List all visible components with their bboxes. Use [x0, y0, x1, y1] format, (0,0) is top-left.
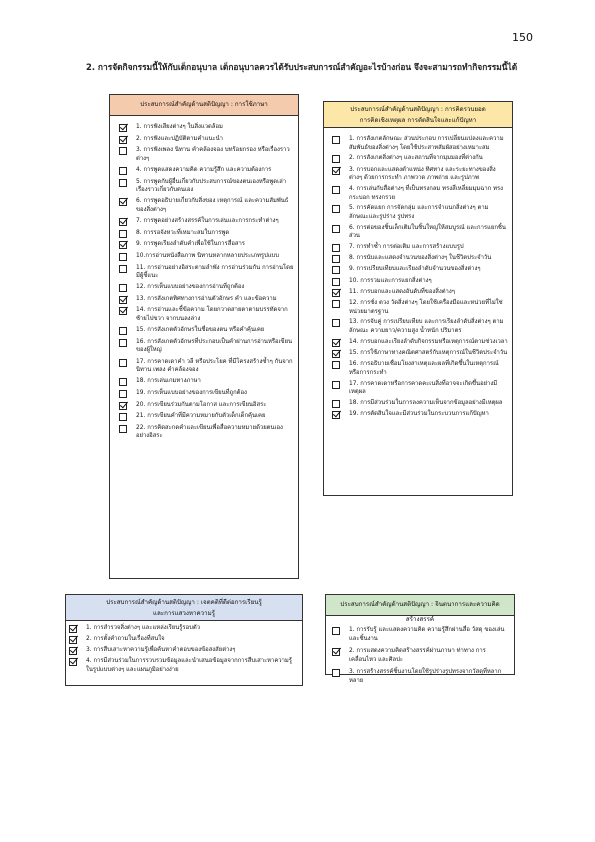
creative-box-title: ประสบการณ์สำคัญด้านสติปัญญา : จินตนาการและความคิดสร้างสรรค์ [326, 595, 514, 616]
checkbox-checked-icon[interactable] [332, 648, 340, 656]
checklist-item [332, 204, 508, 221]
checklist-item-text: 4. การมีส่วนร่วมในการรวบรวมข้อมูลและนำเสนอข้อมูลจากการสืบเสาะหาความรู้ในรูปแบบต่างๆ และแผนภูมิอย่างง่าย [86, 658, 292, 673]
checklist-item [119, 412, 294, 421]
checkbox-empty-icon[interactable] [332, 255, 340, 263]
checklist-item [119, 123, 294, 132]
checklist-item-text: 20. การเขียนร่วมกันตามโอกาส และการเขียนอิสระ [136, 401, 267, 408]
page-number: 150 [512, 31, 533, 44]
checklist-item-text: 13. การจับคู่ การเปรียบเทียบ และการเรียงลำดับสิ่งต่างๆ ตามลักษณะ ความยาว/ความสูง น้ำหนัก ปริมาตร [349, 319, 504, 334]
language-experience-box [109, 94, 299, 579]
checklist-item-text: 8. การรอจังหวะที่เหมาะสมในการพูด [136, 229, 230, 236]
checklist-item-text: 16. การสังเกตตัวอักษรที่ประกอบเป็นคำผ่านการอ่านหรือเขียนของผู้ใหญ่ [136, 338, 293, 354]
checkbox-checked-icon[interactable] [119, 296, 127, 304]
checklist-item-text: 18. การมีส่วนร่วมในการลงความเห็นจากข้อมูลอย่างมีเหตุผล [349, 399, 503, 406]
checklist-item [119, 306, 294, 323]
checklist-item [332, 410, 508, 419]
checklist-item [332, 166, 508, 183]
checklist-item-text: 12. การชั่ง ตวง วัดสิ่งต่างๆ โดยใช้เครื่องมือและหน่วยที่ไม่ใช่หน่วยมาตรฐาน [349, 300, 503, 315]
checklist-item [119, 135, 294, 144]
checkbox-checked-icon[interactable] [332, 167, 340, 175]
checkbox-checked-icon[interactable] [332, 289, 340, 297]
checkbox-checked-icon[interactable] [69, 625, 77, 633]
checklist-item [119, 229, 294, 238]
checkbox-empty-icon[interactable] [119, 425, 127, 433]
checkbox-empty-icon[interactable] [119, 265, 127, 273]
checklist-item-text: 19. การตัดสินใจและมีส่วนร่วมในกระบวนการแก้ปัญหา [349, 411, 489, 418]
attitude-checklist [66, 621, 302, 674]
checkbox-empty-icon[interactable] [332, 400, 340, 408]
thinking-experience-box [323, 101, 513, 496]
checklist-item-text: 14. การอ่านและชี้ข้อความ โดยกวาดสายตาตามบรรทัดจากซ้ายไปขวา จากบนลงล่าง [136, 307, 288, 323]
checklist-item [119, 252, 294, 261]
checklist-item-text: 6. การพูดอธิบายเกี่ยวกับสิ่งของ เหตุการณ์ และความสัมพันธ์ของสิ่งต่างๆ [136, 198, 289, 213]
checkbox-empty-icon[interactable] [332, 381, 340, 389]
checklist-item-text: 1. การฟังเสียงต่างๆ ในสิ่งแวดล้อม [136, 124, 223, 130]
checklist-item-text: 5. การคัดแยก การจัดกลุ่ม และการจำแนกสิ่งต่างๆ ตามลักษณะและรูปร่าง รูปทรง [349, 205, 489, 220]
checkbox-empty-icon[interactable] [332, 266, 340, 274]
checklist-item [119, 178, 294, 195]
checkbox-empty-icon[interactable] [332, 225, 340, 233]
language-box-title: ประสบการณ์สำคัญด้านสติปัญญา : การใช้ภาษา [110, 95, 298, 116]
checklist-item [332, 668, 510, 685]
checklist-item [119, 377, 294, 386]
checkbox-empty-icon[interactable] [119, 359, 127, 367]
checklist-item-text: 1. การสังเกตลักษณะ ส่วนประกอบ การเปลี่ยนแปลงและความสัมพันธ์ของสิ่งต่างๆ โดยใช้ประสาทสัมผัสอย่างเหมาะสม [349, 136, 504, 151]
checklist-item-text: 13. การสังเกตทิศทางการอ่านตัวอักษร คำ และข้อความ [136, 295, 277, 302]
checklist-item [119, 217, 294, 226]
checkbox-empty-icon[interactable] [332, 244, 340, 252]
thinking-box-title-line1: ประสบการณ์สำคัญด้านสติปัญญา : การคิดรวบยอด [350, 106, 486, 113]
checklist-item [69, 635, 298, 644]
checklist-item [119, 424, 294, 441]
checklist-item [119, 283, 294, 292]
checklist-item-text: 2. การสังเกตสิ่งต่างๆ และสถานที่จากมุมมองที่ต่างกัน [349, 155, 483, 162]
checklist-item [332, 647, 510, 664]
checklist-item [119, 146, 294, 163]
attitude-box-title-line2: และการแสวงหาความรู้ [153, 610, 215, 617]
checklist-item [332, 360, 508, 377]
checklist-item-text: 19. การเห็นแบบอย่างของการเขียนที่ถูกต้อง [136, 390, 247, 396]
checkbox-empty-icon[interactable] [332, 155, 340, 163]
checkbox-empty-icon[interactable] [332, 300, 340, 308]
thinking-checklist [324, 128, 512, 419]
checklist-item-text: 3. การฟังเพลง นิทาน คำคล้องจอง บทร้อยกรอง หรือเรื่องราวต่างๆ [136, 147, 290, 162]
checklist-item-text: 7. การพูดอย่างสร้างสรรค์ในการเล่นและการกระทำต่างๆ [136, 218, 279, 225]
checklist-item [119, 358, 294, 375]
checklist-item [119, 401, 294, 410]
checklist-item [332, 243, 508, 252]
checkbox-empty-icon[interactable] [332, 361, 340, 369]
checklist-item [332, 154, 508, 163]
checklist-item-text: 3. การสร้างสรรค์ชิ้นงานโดยใช้รูปร่างรูปทรงจากวัสดุที่หลากหลาย [349, 669, 502, 684]
checkbox-checked-icon[interactable] [119, 402, 127, 410]
checklist-item [332, 349, 508, 358]
checkbox-empty-icon[interactable] [332, 205, 340, 213]
checkbox-empty-icon[interactable] [332, 319, 340, 327]
checklist-item [332, 288, 508, 297]
creative-experience-box [325, 594, 515, 684]
checkbox-empty-icon[interactable] [119, 390, 127, 398]
checkbox-checked-icon[interactable] [119, 136, 127, 144]
checklist-item-text: 2. การแสดงความคิดสร้างสรรค์ผ่านภาษา ท่าทาง การเคลื่อนไหว และศิลปะ [349, 648, 486, 663]
checklist-item-text: 16. การอธิบายเชื่อมโยงสาเหตุและผลที่เกิดขึ้นในเหตุการณ์หรือการกระทำ [349, 361, 499, 376]
checklist-item-text: 17. การคาดเดาคำ วลี หรือประโยค ที่มีโครงสร้างซ้ำๆ กันจากนิทาน เพลง คำคล้องจอง [136, 358, 293, 374]
checklist-item-text: 2. การฟังและปฏิบัติตามคำแนะนำ [136, 135, 223, 142]
checkbox-checked-icon[interactable] [69, 658, 77, 666]
checklist-item [69, 657, 298, 674]
checklist-item [332, 277, 508, 286]
checkbox-empty-icon[interactable] [332, 627, 340, 635]
thinking-box-title [324, 102, 512, 128]
checklist-item [119, 295, 294, 304]
checklist-item-text: 9. การเปรียบเทียบและเรียงลำดับจำนวนของสิ่งต่างๆ [349, 266, 481, 273]
checklist-item [119, 326, 294, 335]
checklist-item-text: 21. การเขียนคำที่มีความหมายกับตัวเด็กเด็กคุ้นเคย [136, 413, 266, 420]
checklist-item-text: 10. การรวมและการแยกสิ่งต่างๆ [349, 277, 432, 284]
checklist-item-text: 14. การบอกและเรียงลำดับกิจกรรมหรือเหตุการณ์ตามช่วงเวลา [349, 338, 508, 345]
checklist-item-text: 17. การคาดเดาหรือการคาดคะเนสิ่งที่อาจจะเกิดขึ้นอย่างมีเหตุผล [349, 380, 498, 396]
attitude-box-title [66, 595, 302, 621]
checklist-item-text: 22. การคิดสะกดคำและเขียนเพื่อสื่อความหมายด้วยตนเองอย่างอิสระ [136, 424, 283, 440]
checkbox-checked-icon[interactable] [69, 647, 77, 655]
checkbox-checked-icon[interactable] [332, 411, 340, 419]
checklist-item [119, 338, 294, 355]
checkbox-empty-icon[interactable] [119, 284, 127, 292]
attitude-box-title-line1: ประสบการณ์สำคัญด้านสติปัญญา : เจตคติที่ดีต่อการเรียนรู้ [106, 599, 262, 606]
checklist-item-text: 15. การสังเกตตัวอักษรในชื่อของตน หรือคำคุ้นเคย [136, 327, 265, 334]
checkbox-empty-icon[interactable] [119, 147, 127, 155]
checkbox-empty-icon[interactable] [119, 378, 127, 386]
checkbox-checked-icon[interactable] [119, 198, 127, 206]
checklist-item-text: 4. การพูดแสดงความคิด ความรู้สึก และความต้องการ [136, 166, 272, 173]
checkbox-empty-icon[interactable] [119, 179, 127, 187]
checklist-item-text: 15. การใช้ภาษาทางคณิตศาสตร์กับเหตุการณ์ในชีวิตประจำวัน [349, 349, 508, 356]
checkbox-checked-icon[interactable] [119, 218, 127, 226]
checklist-item-text: 12. การเห็นแบบอย่างของการอ่านที่ถูกต้อง [136, 284, 245, 291]
checklist-item-text: 3. การบอกและแสดงตำแหน่ง ทิศทาง และระยะทางของสิ่งต่างๆ ด้วยการกระทำ ภาพวาด ภาพถ่าย และรูปภาพ [349, 166, 496, 182]
checklist-item [119, 240, 294, 249]
checklist-item [332, 380, 508, 397]
checklist-item [332, 338, 508, 347]
checklist-item [69, 624, 298, 633]
checklist-item [119, 166, 294, 175]
thinking-box-title-line2: การคิดเชิงเหตุผล การตัดสินใจและแก้ปัญหา [359, 117, 477, 124]
checklist-item-text: 6. การต่อของชิ้นเล็กเติมในชิ้นใหญ่ให้สมบูรณ์ และการแยกชิ้นส่วน [349, 224, 506, 240]
checklist-item [332, 135, 508, 152]
checklist-item-text: 10.การอ่านหนังสือภาพ นิทานหลากหลายประเภทรูปแบบ [136, 252, 280, 259]
checklist-item [332, 318, 508, 335]
checkbox-empty-icon[interactable] [119, 413, 127, 421]
checklist-item [119, 197, 294, 214]
checkbox-empty-icon[interactable] [119, 339, 127, 347]
checklist-item-text: 5. การพูดกับผู้อื่นเกี่ยวกับประสบการณ์ของตนเองหรือพูดเล่าเรื่องราวเกี่ยวกับตนเอง [136, 178, 287, 194]
checklist-item [119, 264, 294, 281]
checklist-item-text: 1. การรับรู้ และแสดงความคิด ความรู้สึกผ่านสื่อ วัสดุ ของเล่น และชิ้นงาน [349, 627, 505, 642]
checklist-item [332, 265, 508, 274]
checklist-item-text: 1. การสำรวจสิ่งต่างๆ และแหล่งเรียนรู้รอบตัว [86, 625, 201, 631]
checklist-item [119, 389, 294, 398]
checkbox-empty-icon[interactable] [332, 278, 340, 286]
checkbox-checked-icon[interactable] [332, 350, 340, 358]
checkbox-checked-icon[interactable] [119, 241, 127, 249]
checklist-item-text: 2. การตั้งคำถามในเรื่องที่สนใจ [86, 636, 165, 642]
checklist-item [332, 626, 510, 643]
checkbox-checked-icon[interactable] [332, 339, 340, 347]
checkbox-checked-icon[interactable] [119, 307, 127, 315]
checklist-item-text: 4. การเล่นกับสื่อต่างๆ ที่เป็นทรงกลม ทรงสี่เหลี่ยมมุมฉาก ทรงกระบอก ทรงกรวย [349, 185, 503, 201]
language-checklist [110, 116, 298, 441]
checkbox-empty-icon[interactable] [332, 136, 340, 144]
checkbox-empty-icon[interactable] [332, 669, 340, 677]
checklist-item [332, 224, 508, 241]
checklist-item-text: 11. การอ่านอย่างอิสระตามลำพัง การอ่านร่วมกัน การอ่านโดยมีผู้ชี้แนะ [136, 264, 294, 280]
creative-checklist [326, 616, 514, 686]
checklist-item [332, 254, 508, 263]
checkbox-empty-icon[interactable] [332, 186, 340, 194]
attitude-experience-box [65, 594, 303, 686]
checklist-item [332, 299, 508, 316]
checklist-item-text: 11. การบอกและแสดงอันดับที่ของสิ่งต่างๆ [349, 288, 455, 295]
checkbox-empty-icon[interactable] [119, 327, 127, 335]
section-heading: 2. การจัดกิจกรรมนี้ให้กับเด็กอนุบาล เด็กอนุบาลควรได้รับประสบการณ์สำคัญอะไรบ้างก่อน จึงจะสามารถทำกิจกรรมนี้ได้ [86, 62, 518, 72]
checkbox-checked-icon[interactable] [69, 636, 77, 644]
checklist-item [332, 399, 508, 408]
checklist-item [332, 185, 508, 202]
checkbox-empty-icon[interactable] [119, 167, 127, 175]
checkbox-empty-icon[interactable] [119, 253, 127, 261]
checklist-item-text: 3. การสืบเสาะหาความรู้เพื่อค้นหาคำตอบของข้อสงสัยต่างๆ [86, 647, 236, 653]
checkbox-checked-icon[interactable] [119, 124, 127, 132]
checklist-item-text: 7. การทำซ้ำ การต่อเติม และการสร้างแบบรูป [349, 244, 464, 251]
checklist-item-text: 9. การพูดเรียงลำดับคำเพื่อใช้ในการสื่อสาร [136, 241, 245, 248]
checklist-item [69, 646, 298, 655]
checklist-item-text: 8. การนับและแสดงจำนวนของสิ่งต่างๆ ในชีวิตประจำวัน [349, 255, 492, 262]
checklist-item-text: 18. การเล่นเกมทางภาษา [136, 378, 201, 385]
checkbox-empty-icon[interactable] [119, 230, 127, 238]
